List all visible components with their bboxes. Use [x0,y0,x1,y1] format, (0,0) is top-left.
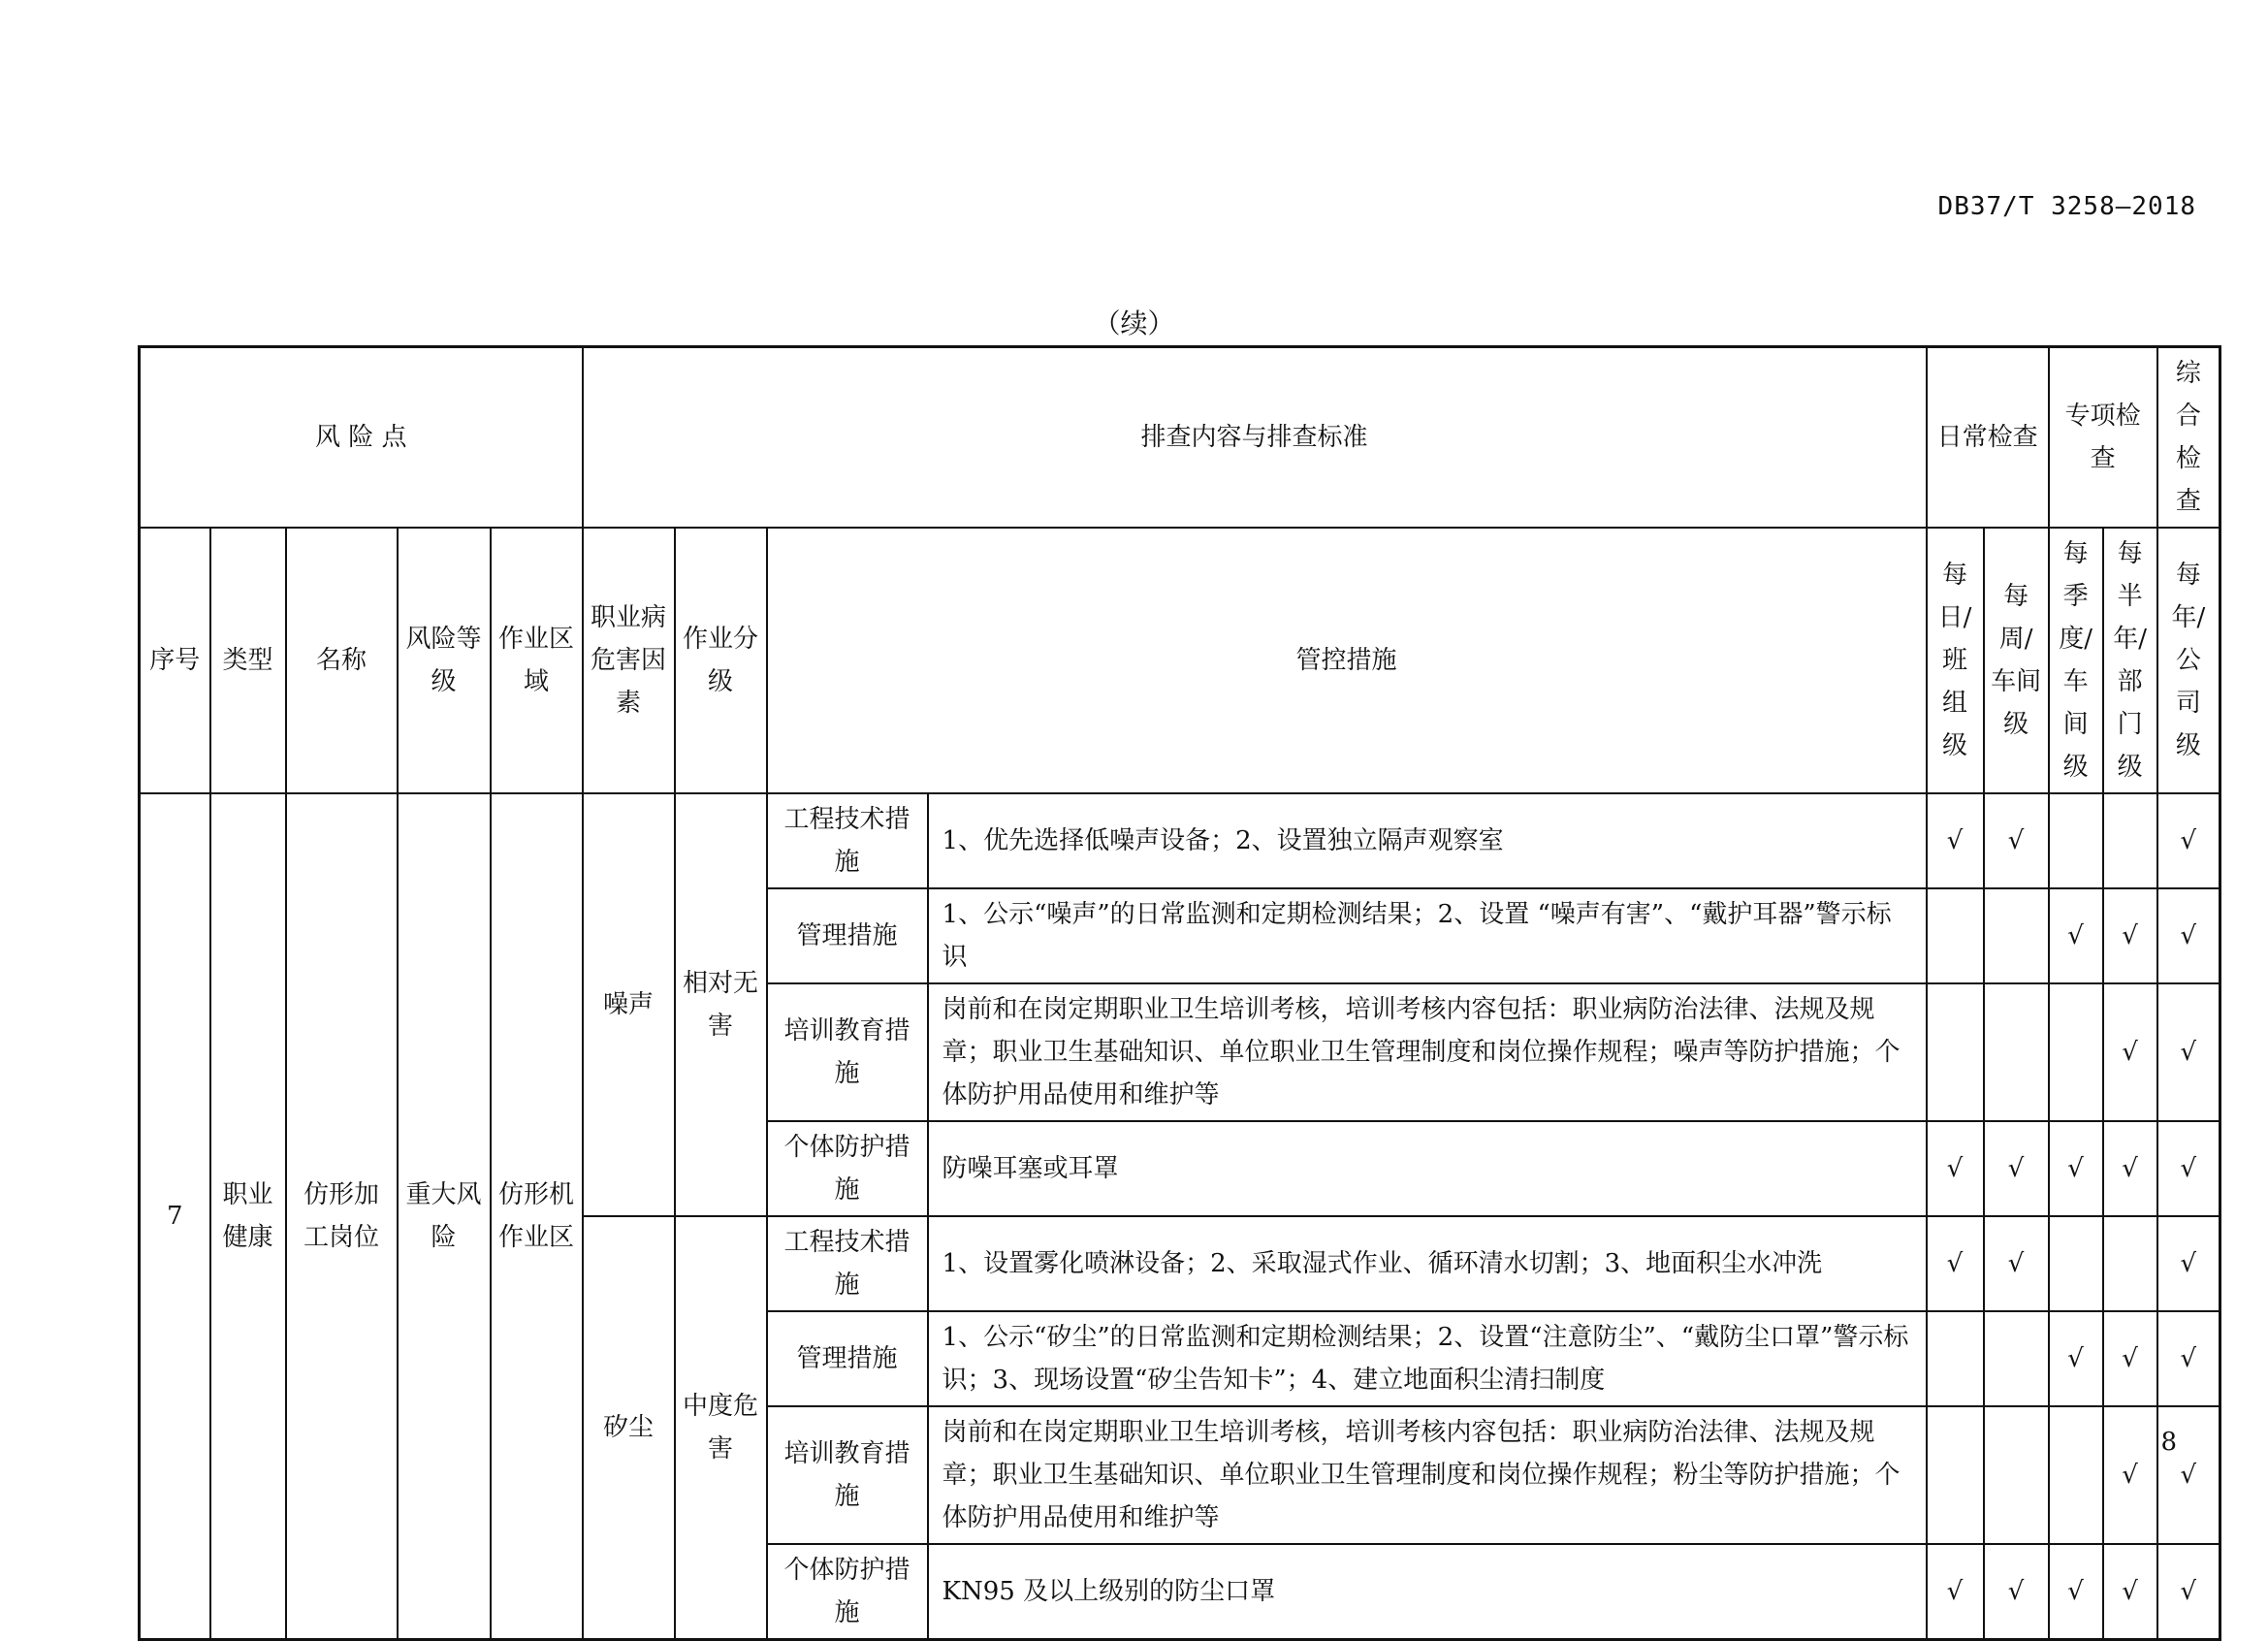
check-mark: √ [1927,1544,1984,1640]
col-halfyear-dept: 每半年/部门级 [2103,528,2157,793]
cell-measure-category: 管理措施 [767,1311,928,1406]
cell-grade: 中度危害 [675,1216,767,1640]
col-measures: 管控措施 [767,528,1927,793]
cell-risk-level: 重大风险 [398,793,491,1640]
cell-area: 仿形机作业区 [491,793,583,1640]
header-daily-check: 日常检查 [1927,347,2049,529]
cell-hazard: 矽尘 [583,1216,675,1640]
cell-measure-category: 个体防护措施 [767,1544,928,1640]
cell-measure-content: 1、公示“噪声”的日常监测和定期检测结果；2、设置 “噪声有害”、“戴护耳器”警示标识 [928,888,1927,983]
measure-row [140,793,2220,888]
cell-measure-content: 岗前和在岗定期职业卫生培训考核，培训考核内容包括：职业病防治法律、法规及规章；职业卫生基础知识、单位职业卫生管理制度和岗位操作规程；粉尘等防护措施；个体防护用品使用和维护等 [928,1406,1927,1544]
check-mark: √ [1927,1216,1984,1311]
empty-check-cell [1927,983,1984,1121]
document-code: DB37/T 3258—2018 [1937,192,2196,221]
cell-measure-content: 防噪耳塞或耳罩 [928,1121,1927,1216]
continued-label: （续） [1093,307,1175,339]
cell-measure-category: 管理措施 [767,888,928,983]
col-risk-level: 风险等级 [398,528,491,793]
col-weekly-workshop: 每周/车间级 [1984,528,2049,793]
cell-seq: 7 [140,793,210,1640]
check-mark: √ [1927,1121,1984,1216]
cell-measure-content: 1、公示“矽尘”的日常监测和定期检测结果；2、设置“注意防尘”、“戴防尘口罩”警示标识；3、现场设置“矽尘告知卡”；4、建立地面积尘清扫制度 [928,1311,1927,1406]
check-mark: √ [2049,1121,2103,1216]
empty-check-cell [1927,1406,1984,1544]
col-type: 类型 [210,528,286,793]
check-mark: √ [2157,888,2220,983]
cell-measure-category: 个体防护措施 [767,1121,928,1216]
check-mark: √ [2049,888,2103,983]
cell-measure-content: 1、优先选择低噪声设备；2、设置独立隔声观察室 [928,793,1927,888]
check-mark: √ [2103,983,2157,1121]
check-mark: √ [1927,793,1984,888]
empty-check-cell [1984,1311,2049,1406]
cell-grade: 相对无害 [675,793,767,1216]
header-comprehensive-check: 综合检查 [2157,347,2220,529]
cell-measure-content: 岗前和在岗定期职业卫生培训考核，培训考核内容包括：职业病防治法律、法规及规章；职业卫生基础知识、单位职业卫生管理制度和岗位操作规程；噪声等防护措施；个体防护用品使用和维护等 [928,983,1927,1121]
empty-check-cell [1927,888,1984,983]
cell-measure-content: 1、设置雾化喷淋设备；2、采取湿式作业、循环清水切割；3、地面积尘水冲洗 [928,1216,1927,1311]
empty-check-cell [1984,1406,2049,1544]
empty-check-cell [2049,1406,2103,1544]
check-mark: √ [1984,1121,2049,1216]
empty-check-cell [1927,1311,1984,1406]
check-mark: √ [2103,1121,2157,1216]
check-mark: √ [2157,983,2220,1121]
cell-measure-category: 工程技术措施 [767,793,928,888]
header-special-check: 专项检查 [2049,347,2157,529]
check-mark: √ [2157,1406,2220,1544]
check-mark: √ [2103,1544,2157,1640]
cell-measure-category: 工程技术措施 [767,1216,928,1311]
empty-check-cell [2049,1216,2103,1311]
col-area: 作业区域 [491,528,583,793]
cell-measure-content: KN95 及以上级别的防尘口罩 [928,1544,1927,1640]
col-quarterly-workshop: 每季度/车间级 [2049,528,2103,793]
check-mark: √ [2157,1216,2220,1311]
risk-check-table [138,345,2221,1641]
empty-check-cell [2049,793,2103,888]
col-seq: 序号 [140,528,210,793]
check-mark: √ [2049,1544,2103,1640]
cell-type: 职业健康 [210,793,286,1640]
check-mark: √ [2157,1121,2220,1216]
empty-check-cell [1984,888,2049,983]
check-mark: √ [2103,1311,2157,1406]
page-number: 8 [2160,1428,2177,1457]
check-mark: √ [2157,1311,2220,1406]
col-name: 名称 [286,528,398,793]
check-mark: √ [1984,1216,2049,1311]
check-mark: √ [2157,1544,2220,1640]
cell-measure-category: 培训教育措施 [767,1406,928,1544]
col-grade: 作业分级 [675,528,767,793]
check-mark: √ [2103,888,2157,983]
empty-check-cell [2103,793,2157,888]
check-mark: √ [1984,793,2049,888]
cell-name: 仿形加工岗位 [286,793,398,1640]
check-mark: √ [2049,1311,2103,1406]
col-yearly-company: 每年/公司级 [2157,528,2220,793]
header-content-standard: 排查内容与排查标准 [583,347,1927,529]
col-daily-team: 每日/班组级 [1927,528,1984,793]
cell-hazard: 噪声 [583,793,675,1216]
col-hazard: 职业病危害因素 [583,528,675,793]
empty-check-cell [2103,1216,2157,1311]
check-mark: √ [1984,1544,2049,1640]
empty-check-cell [1984,983,2049,1121]
header-risk-point: 风 险 点 [140,347,583,529]
check-mark: √ [2103,1406,2157,1544]
cell-measure-category: 培训教育措施 [767,983,928,1121]
empty-check-cell [2049,983,2103,1121]
check-mark: √ [2157,793,2220,888]
